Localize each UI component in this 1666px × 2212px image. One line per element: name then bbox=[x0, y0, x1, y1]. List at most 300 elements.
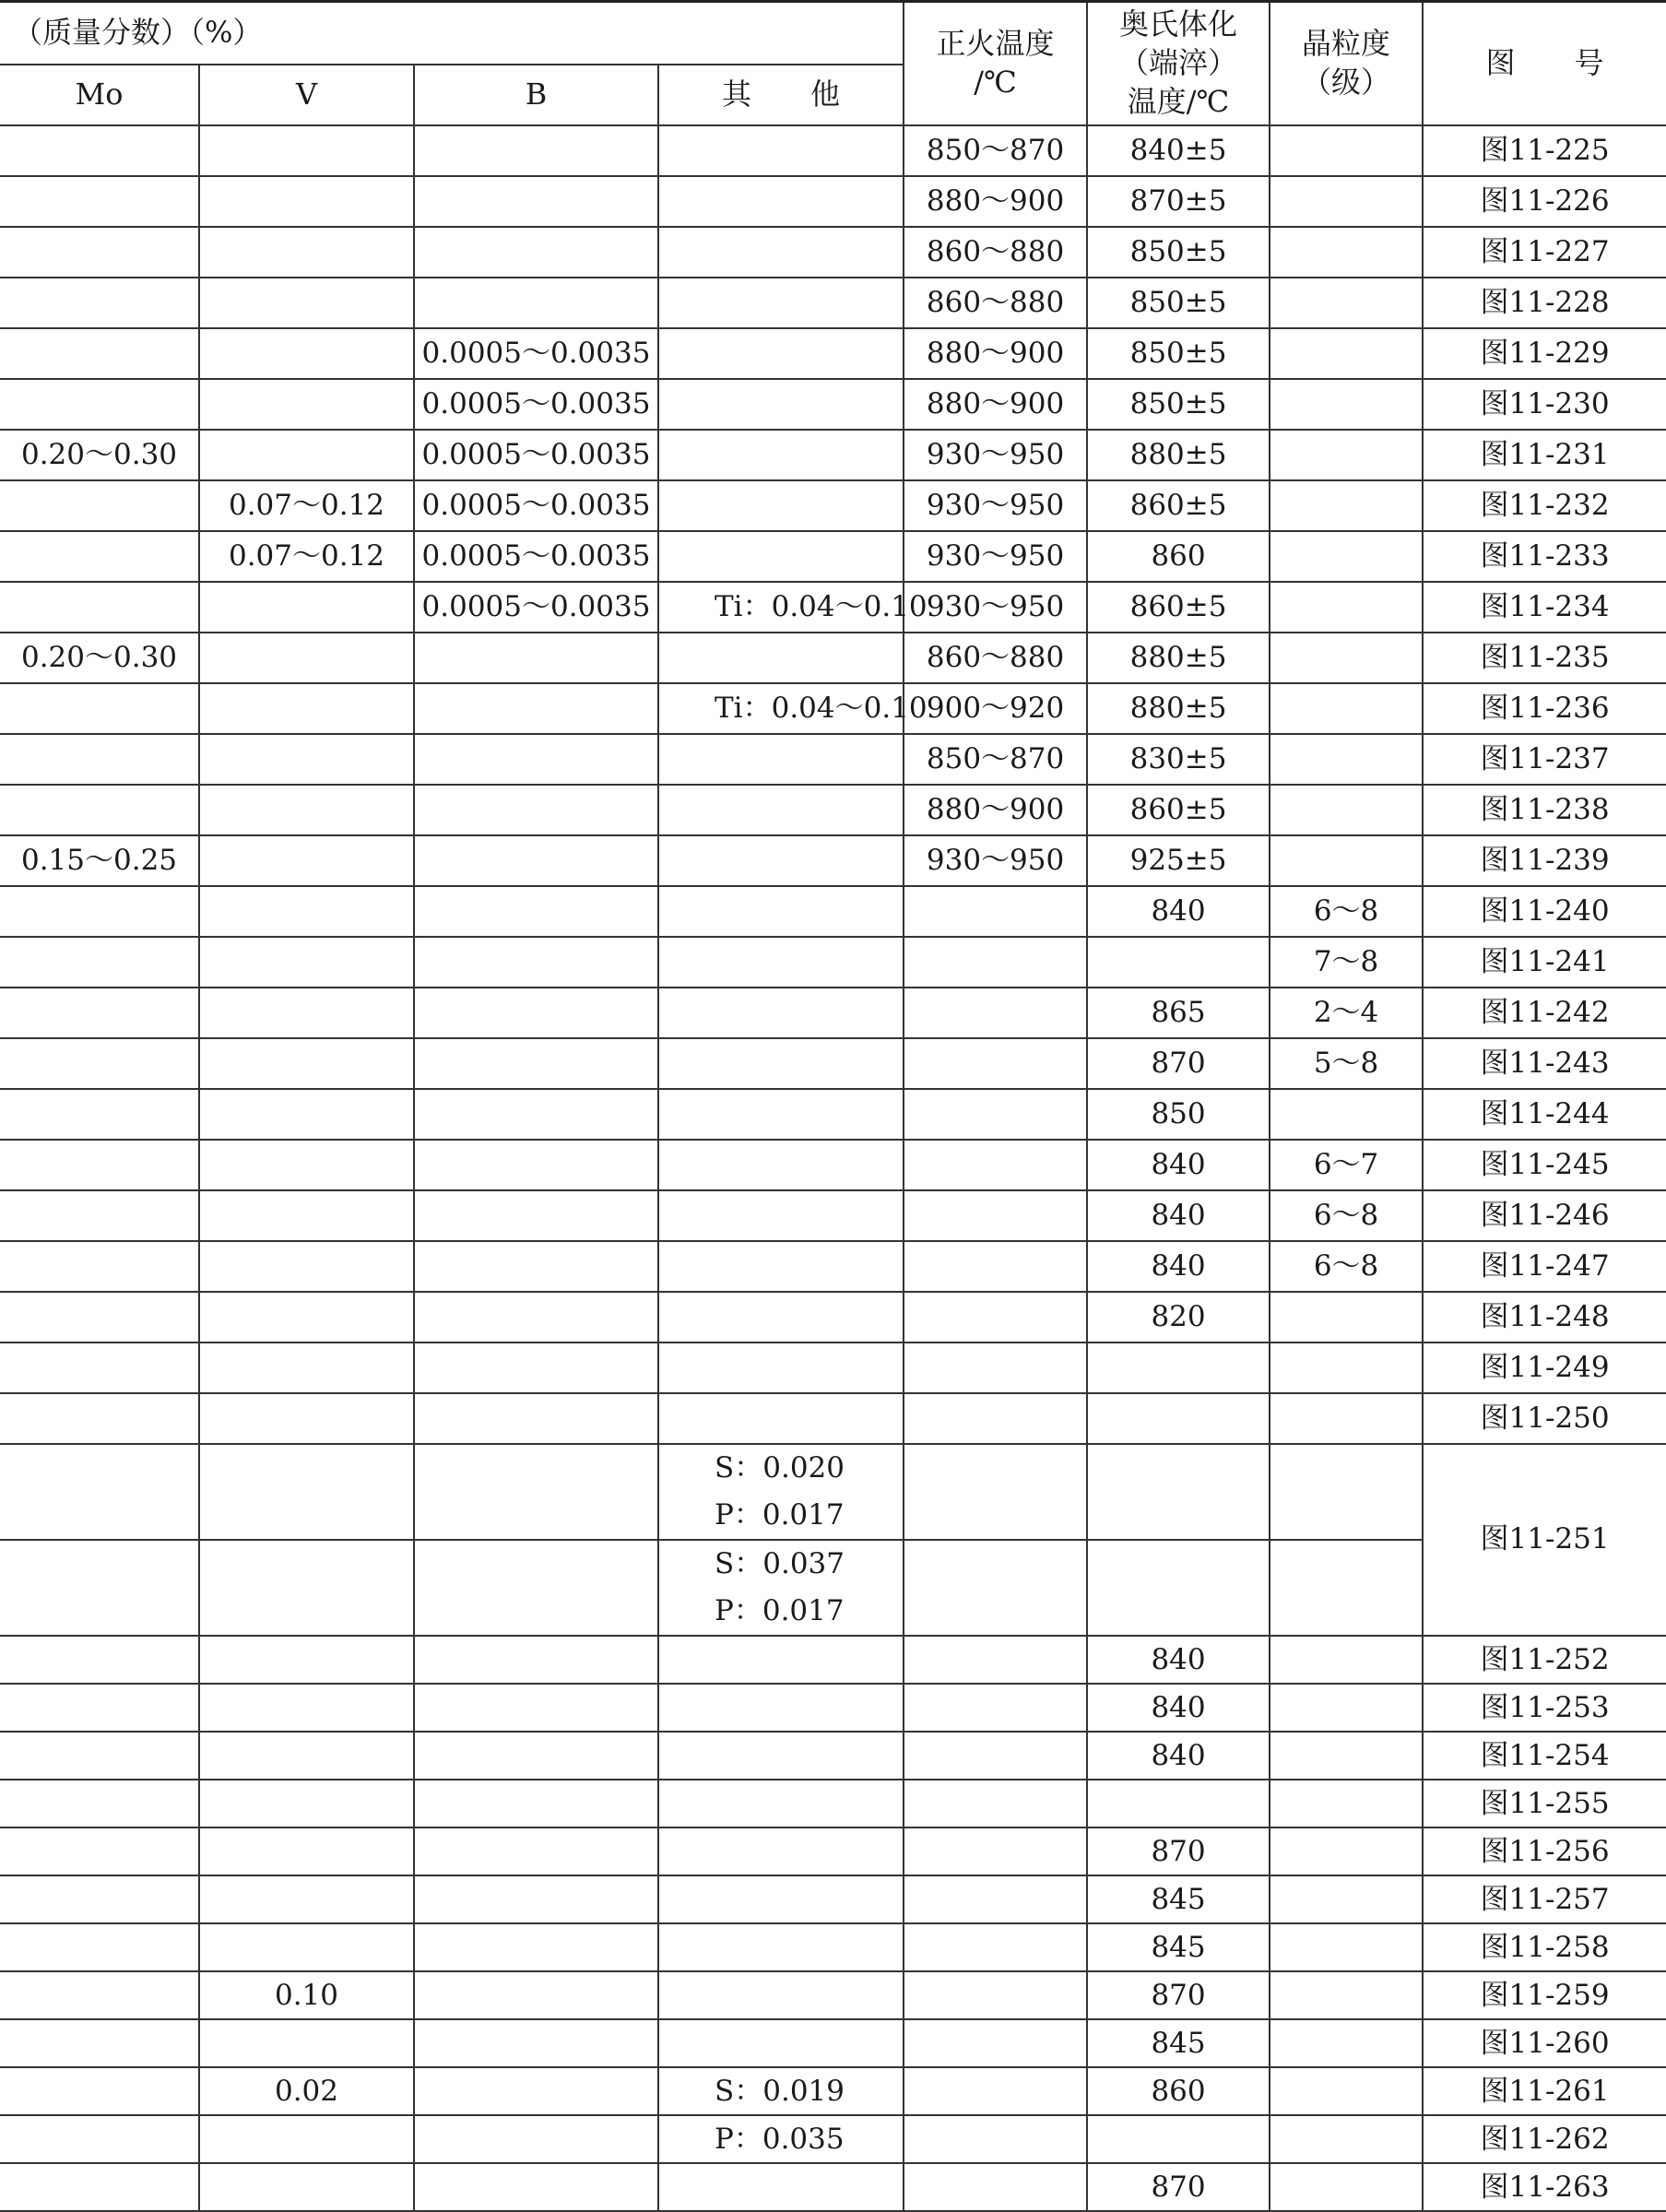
cell-b: 0.0005～0.0035 bbox=[414, 379, 658, 430]
cell-other bbox=[658, 1875, 904, 1923]
cell-normalizing bbox=[904, 1732, 1087, 1780]
cell-figure: 图11-231 bbox=[1423, 430, 1666, 480]
cell-austenitizing: 860 bbox=[1087, 2067, 1270, 2115]
cell-mo: 0.20～0.30 bbox=[0, 633, 199, 683]
header-row-1 bbox=[0, 2, 1666, 65]
cell-v bbox=[199, 2115, 414, 2163]
cell-b bbox=[414, 1971, 658, 2019]
cell-other bbox=[658, 937, 904, 988]
cell-v: 0.07～0.12 bbox=[199, 531, 414, 582]
cell-mo bbox=[0, 937, 199, 988]
cell-normalizing bbox=[904, 1971, 1087, 2019]
table-row bbox=[0, 683, 1666, 734]
cell-grain bbox=[1270, 1732, 1423, 1780]
grain-header-line2: （级） bbox=[1302, 64, 1391, 100]
austenitizing-temp-header bbox=[1087, 2, 1270, 125]
cell-other bbox=[658, 988, 904, 1038]
cell-other bbox=[658, 1190, 904, 1241]
cell-grain: 6～8 bbox=[1270, 886, 1423, 937]
cell-grain: 6～7 bbox=[1270, 1140, 1423, 1190]
table-row bbox=[0, 2019, 1666, 2067]
cell-austenitizing: 845 bbox=[1087, 1875, 1270, 1923]
cell-other-251a-line1: S：0.020 bbox=[715, 1450, 845, 1485]
cell-grain bbox=[1270, 379, 1423, 430]
cell-normalizing bbox=[904, 1089, 1087, 1140]
cell-b bbox=[414, 734, 658, 785]
cell-other-251b-line2: P：0.017 bbox=[715, 1593, 845, 1627]
cell-normalizing bbox=[904, 2019, 1087, 2067]
cell-other bbox=[658, 2163, 904, 2211]
cell-other bbox=[658, 430, 904, 480]
table-row bbox=[0, 2067, 1666, 2115]
b-header: B bbox=[414, 65, 658, 125]
cell-b bbox=[414, 886, 658, 937]
cell-grain bbox=[1270, 1393, 1423, 1444]
cell-normalizing bbox=[904, 886, 1087, 937]
cell-figure: 图11-259 bbox=[1423, 1971, 1666, 2019]
austenitizing-header-line2: （端淬） bbox=[1119, 44, 1238, 80]
cell-other bbox=[658, 1292, 904, 1343]
cell-figure: 图11-240 bbox=[1423, 886, 1666, 937]
cell-figure: 图11-226 bbox=[1423, 176, 1666, 227]
cell-other bbox=[658, 1923, 904, 1971]
cell-normalizing bbox=[904, 1393, 1087, 1444]
cell-grain: 2～4 bbox=[1270, 988, 1423, 1038]
cell-other bbox=[658, 1089, 904, 1140]
cell-figure: 图11-230 bbox=[1423, 379, 1666, 430]
cell-mo bbox=[0, 227, 199, 278]
cell-b bbox=[414, 1393, 658, 1444]
cell-other bbox=[658, 1684, 904, 1732]
cell-grain bbox=[1270, 125, 1423, 176]
cell-figure: 图11-248 bbox=[1423, 1292, 1666, 1343]
cell-normalizing: 930～950 bbox=[904, 480, 1087, 531]
cell-mo bbox=[0, 886, 199, 937]
cell-austenitizing: 840±5 bbox=[1087, 125, 1270, 176]
cell-austenitizing: 870±5 bbox=[1087, 176, 1270, 227]
cell-b bbox=[414, 278, 658, 328]
cell-v bbox=[199, 886, 414, 937]
table-row bbox=[0, 734, 1666, 785]
cell-austenitizing: 840 bbox=[1087, 1190, 1270, 1241]
cell-v: 0.02 bbox=[199, 2067, 414, 2115]
cell-other: P：0.035 bbox=[658, 2115, 904, 2163]
table-row bbox=[0, 835, 1666, 886]
cell-b: 0.0005～0.0035 bbox=[414, 480, 658, 531]
cell-austenitizing: 880±5 bbox=[1087, 633, 1270, 683]
table-row bbox=[0, 1923, 1666, 1971]
cell-b bbox=[414, 1732, 658, 1780]
table-row-251a bbox=[0, 1444, 1666, 1540]
cell-v bbox=[199, 1190, 414, 1241]
cell-figure: 图11-241 bbox=[1423, 937, 1666, 988]
cell-b bbox=[414, 1444, 658, 1540]
cell-mo bbox=[0, 1292, 199, 1343]
cell-grain bbox=[1270, 1828, 1423, 1875]
table-row bbox=[0, 937, 1666, 988]
cell-other bbox=[658, 1636, 904, 1684]
cell-figure: 图11-234 bbox=[1423, 582, 1666, 633]
cell-normalizing bbox=[904, 2163, 1087, 2211]
cell-grain bbox=[1270, 227, 1423, 278]
normalizing-header-line2: /℃ bbox=[974, 64, 1017, 100]
cell-figure: 图11-243 bbox=[1423, 1038, 1666, 1089]
cell-figure: 图11-263 bbox=[1423, 2163, 1666, 2211]
cell-v bbox=[199, 633, 414, 683]
cell-v bbox=[199, 1636, 414, 1684]
cell-mo bbox=[0, 379, 199, 430]
cell-figure: 图11-244 bbox=[1423, 1089, 1666, 1140]
cell-b bbox=[414, 785, 658, 835]
cell-austenitizing: 850±5 bbox=[1087, 328, 1270, 379]
cell-figure: 图11-227 bbox=[1423, 227, 1666, 278]
cell-normalizing: 860～880 bbox=[904, 227, 1087, 278]
cell-grain bbox=[1270, 2067, 1423, 2115]
cell-austenitizing: 860±5 bbox=[1087, 582, 1270, 633]
cell-normalizing bbox=[904, 1875, 1087, 1923]
cell-grain bbox=[1270, 2163, 1423, 2211]
cell-grain bbox=[1270, 582, 1423, 633]
cell-austenitizing: 850±5 bbox=[1087, 278, 1270, 328]
cell-v bbox=[199, 785, 414, 835]
cell-b bbox=[414, 1875, 658, 1923]
cell-grain bbox=[1270, 734, 1423, 785]
cell-other bbox=[658, 633, 904, 683]
cell-b bbox=[414, 1540, 658, 1636]
other-header: 其 他 bbox=[658, 65, 904, 125]
cell-b bbox=[414, 1343, 658, 1393]
cell-v bbox=[199, 1038, 414, 1089]
cell-b: 0.0005～0.0035 bbox=[414, 430, 658, 480]
cell-mo bbox=[0, 1444, 199, 1540]
cell-b: 0.0005～0.0035 bbox=[414, 582, 658, 633]
cell-normalizing: 880～900 bbox=[904, 328, 1087, 379]
cell-grain bbox=[1270, 1923, 1423, 1971]
cell-austenitizing bbox=[1087, 1393, 1270, 1444]
cell-b bbox=[414, 1089, 658, 1140]
cell-normalizing bbox=[904, 1343, 1087, 1393]
cell-grain bbox=[1270, 278, 1423, 328]
cell-b bbox=[414, 835, 658, 886]
cell-normalizing bbox=[904, 1540, 1087, 1636]
cell-b bbox=[414, 1923, 658, 1971]
cell-other bbox=[658, 1038, 904, 1089]
cell-v bbox=[199, 328, 414, 379]
table-row bbox=[0, 633, 1666, 683]
cell-mo bbox=[0, 1971, 199, 2019]
cell-figure: 图11-256 bbox=[1423, 1828, 1666, 1875]
cell-grain bbox=[1270, 1089, 1423, 1140]
cell-b bbox=[414, 1292, 658, 1343]
cell-normalizing bbox=[904, 2115, 1087, 2163]
cell-other-251b-line1: S：0.037 bbox=[715, 1546, 845, 1580]
cell-normalizing bbox=[904, 1140, 1087, 1190]
cell-b bbox=[414, 2163, 658, 2211]
cell-normalizing bbox=[904, 1636, 1087, 1684]
cell-austenitizing: 845 bbox=[1087, 1923, 1270, 1971]
cell-v bbox=[199, 1684, 414, 1732]
cell-normalizing: 880～900 bbox=[904, 379, 1087, 430]
cell-normalizing bbox=[904, 1241, 1087, 1292]
cell-mo bbox=[0, 1140, 199, 1190]
cell-austenitizing: 840 bbox=[1087, 1140, 1270, 1190]
cell-grain bbox=[1270, 785, 1423, 835]
cell-grain bbox=[1270, 2019, 1423, 2067]
cell-figure: 图11-260 bbox=[1423, 2019, 1666, 2067]
cell-mo bbox=[0, 1684, 199, 1732]
grain-size-header bbox=[1270, 2, 1423, 125]
cell-v bbox=[199, 1343, 414, 1393]
cell-normalizing: 850～870 bbox=[904, 734, 1087, 785]
cell-other bbox=[658, 1780, 904, 1828]
cell-mo bbox=[0, 1780, 199, 1828]
cell-v bbox=[199, 835, 414, 886]
cell-austenitizing: 850 bbox=[1087, 1089, 1270, 1140]
cell-mo bbox=[0, 1732, 199, 1780]
cell-b: 0.0005～0.0035 bbox=[414, 328, 658, 379]
table-row bbox=[0, 1636, 1666, 1684]
cell-austenitizing bbox=[1087, 937, 1270, 988]
table-row bbox=[0, 1292, 1666, 1343]
cell-b bbox=[414, 1241, 658, 1292]
cell-austenitizing: 925±5 bbox=[1087, 835, 1270, 886]
cell-austenitizing: 860 bbox=[1087, 531, 1270, 582]
table-row bbox=[0, 785, 1666, 835]
austenitizing-header-line1: 奥氏体化 bbox=[1119, 6, 1238, 42]
normalizing-header-line1: 正火温度 bbox=[936, 26, 1055, 62]
table-row bbox=[0, 1732, 1666, 1780]
cell-grain bbox=[1270, 1780, 1423, 1828]
cell-normalizing bbox=[904, 1923, 1087, 1971]
cell-austenitizing: 865 bbox=[1087, 988, 1270, 1038]
cell-figure: 图11-225 bbox=[1423, 125, 1666, 176]
cell-other: Ti：0.04～0.10 bbox=[658, 683, 904, 734]
cell-other bbox=[658, 1140, 904, 1190]
cell-other bbox=[658, 379, 904, 430]
cell-normalizing: 860～880 bbox=[904, 633, 1087, 683]
cell-b bbox=[414, 176, 658, 227]
normalizing-temp-header bbox=[904, 2, 1087, 125]
cell-mo bbox=[0, 2019, 199, 2067]
cell-mo bbox=[0, 531, 199, 582]
cell-grain bbox=[1270, 480, 1423, 531]
table-row bbox=[0, 227, 1666, 278]
cell-v bbox=[199, 683, 414, 734]
cell-figure: 图11-255 bbox=[1423, 1780, 1666, 1828]
table-row bbox=[0, 1875, 1666, 1923]
cell-v bbox=[199, 2019, 414, 2067]
mo-header: Mo bbox=[0, 65, 199, 125]
cell-other bbox=[658, 2019, 904, 2067]
cell-austenitizing: 850±5 bbox=[1087, 379, 1270, 430]
cell-grain bbox=[1270, 1971, 1423, 2019]
table-row bbox=[0, 531, 1666, 582]
table-row bbox=[0, 430, 1666, 480]
cell-mo bbox=[0, 480, 199, 531]
cell-normalizing bbox=[904, 1038, 1087, 1089]
table-row bbox=[0, 1971, 1666, 2019]
cell-grain bbox=[1270, 1444, 1423, 1540]
cell-b bbox=[414, 1190, 658, 1241]
cell-grain bbox=[1270, 1636, 1423, 1684]
cell-mo bbox=[0, 1241, 199, 1292]
cell-figure: 图11-258 bbox=[1423, 1923, 1666, 1971]
cell-normalizing bbox=[904, 1684, 1087, 1732]
cell-v bbox=[199, 582, 414, 633]
cell-austenitizing: 880±5 bbox=[1087, 430, 1270, 480]
cell-grain bbox=[1270, 1540, 1423, 1636]
cell-v bbox=[199, 1923, 414, 1971]
cell-austenitizing bbox=[1087, 1444, 1270, 1540]
cell-figure: 图11-249 bbox=[1423, 1343, 1666, 1393]
cell-austenitizing: 840 bbox=[1087, 1241, 1270, 1292]
cell-v bbox=[199, 1828, 414, 1875]
table-row bbox=[0, 328, 1666, 379]
cell-b bbox=[414, 937, 658, 988]
cell-other bbox=[658, 734, 904, 785]
grain-header-line1: 晶粒度 bbox=[1302, 26, 1391, 62]
cell-other bbox=[658, 531, 904, 582]
cell-figure: 图11-237 bbox=[1423, 734, 1666, 785]
cell-grain bbox=[1270, 176, 1423, 227]
cell-grain bbox=[1270, 1875, 1423, 1923]
cell-b bbox=[414, 2067, 658, 2115]
cell-mo bbox=[0, 1190, 199, 1241]
figure-number-header: 图 号 bbox=[1423, 2, 1666, 125]
cell-austenitizing: 830±5 bbox=[1087, 734, 1270, 785]
cell-grain bbox=[1270, 633, 1423, 683]
cell-mo bbox=[0, 2115, 199, 2163]
cell-figure: 图11-253 bbox=[1423, 1684, 1666, 1732]
cell-austenitizing: 870 bbox=[1087, 1971, 1270, 2019]
cell-austenitizing: 840 bbox=[1087, 1636, 1270, 1684]
cell-figure: 图11-257 bbox=[1423, 1875, 1666, 1923]
cell-other bbox=[658, 1828, 904, 1875]
table-row bbox=[0, 125, 1666, 176]
cell-normalizing: 860～880 bbox=[904, 278, 1087, 328]
cell-v bbox=[199, 2163, 414, 2211]
cell-austenitizing: 840 bbox=[1087, 1732, 1270, 1780]
cell-other bbox=[658, 835, 904, 886]
cell-figure: 图11-229 bbox=[1423, 328, 1666, 379]
cell-austenitizing: 860±5 bbox=[1087, 480, 1270, 531]
cell-figure: 图11-252 bbox=[1423, 1636, 1666, 1684]
cell-austenitizing: 860±5 bbox=[1087, 785, 1270, 835]
cell-grain: 6～8 bbox=[1270, 1241, 1423, 1292]
cell-v bbox=[199, 1241, 414, 1292]
cell-grain bbox=[1270, 531, 1423, 582]
table-row bbox=[0, 1780, 1666, 1828]
cell-austenitizing: 880±5 bbox=[1087, 683, 1270, 734]
cell-b bbox=[414, 683, 658, 734]
cell-other bbox=[658, 176, 904, 227]
cell-mo bbox=[0, 734, 199, 785]
cell-mo bbox=[0, 988, 199, 1038]
cell-v bbox=[199, 1875, 414, 1923]
cell-b bbox=[414, 2115, 658, 2163]
cell-b bbox=[414, 1828, 658, 1875]
cell-austenitizing bbox=[1087, 1540, 1270, 1636]
table-row bbox=[0, 176, 1666, 227]
table-row bbox=[0, 379, 1666, 430]
cell-mo: 0.20～0.30 bbox=[0, 430, 199, 480]
v-header: V bbox=[199, 65, 414, 125]
table-row bbox=[0, 1038, 1666, 1089]
cell-figure: 图11-245 bbox=[1423, 1140, 1666, 1190]
cell-austenitizing bbox=[1087, 1343, 1270, 1393]
cell-v bbox=[199, 430, 414, 480]
cell-other bbox=[658, 886, 904, 937]
cell-mo: 0.15～0.25 bbox=[0, 835, 199, 886]
cell-b bbox=[414, 1636, 658, 1684]
cell-figure: 图11-262 bbox=[1423, 2115, 1666, 2163]
cell-normalizing: 930～950 bbox=[904, 430, 1087, 480]
cell-v: 0.07～0.12 bbox=[199, 480, 414, 531]
cell-b bbox=[414, 988, 658, 1038]
composition-group-header: （质量分数）（%） bbox=[0, 2, 904, 65]
cell-grain: 7～8 bbox=[1270, 937, 1423, 988]
cell-b bbox=[414, 227, 658, 278]
cell-grain: 6～8 bbox=[1270, 1190, 1423, 1241]
cell-austenitizing bbox=[1087, 1780, 1270, 1828]
cell-figure: 图11-242 bbox=[1423, 988, 1666, 1038]
cell-b bbox=[414, 2019, 658, 2067]
cell-v bbox=[199, 1292, 414, 1343]
cell-figure: 图11-236 bbox=[1423, 683, 1666, 734]
cell-normalizing: 900～920 bbox=[904, 683, 1087, 734]
table-row bbox=[0, 1089, 1666, 1140]
cell-mo bbox=[0, 125, 199, 176]
cell-grain bbox=[1270, 2115, 1423, 2163]
cell-normalizing: 930～950 bbox=[904, 582, 1087, 633]
table-row bbox=[0, 988, 1666, 1038]
table-row bbox=[0, 2163, 1666, 2211]
cell-v bbox=[199, 1540, 414, 1636]
table-row bbox=[0, 1241, 1666, 1292]
table-row bbox=[0, 1343, 1666, 1393]
cell-grain: 5～8 bbox=[1270, 1038, 1423, 1089]
cell-normalizing bbox=[904, 1828, 1087, 1875]
cell-normalizing bbox=[904, 1292, 1087, 1343]
cell-austenitizing: 840 bbox=[1087, 1684, 1270, 1732]
cell-v: 0.10 bbox=[199, 1971, 414, 2019]
cell-v bbox=[199, 125, 414, 176]
cell-mo bbox=[0, 1393, 199, 1444]
cell-normalizing bbox=[904, 988, 1087, 1038]
cell-other: Ti：0.04～0.10 bbox=[658, 582, 904, 633]
cell-b bbox=[414, 633, 658, 683]
cell-austenitizing: 820 bbox=[1087, 1292, 1270, 1343]
cell-other-251a bbox=[658, 1444, 904, 1540]
cell-austenitizing: 850±5 bbox=[1087, 227, 1270, 278]
table-row bbox=[0, 1684, 1666, 1732]
cell-grain bbox=[1270, 835, 1423, 886]
cell-normalizing: 930～950 bbox=[904, 531, 1087, 582]
cell-mo bbox=[0, 278, 199, 328]
cell-austenitizing: 870 bbox=[1087, 2163, 1270, 2211]
cell-figure: 图11-228 bbox=[1423, 278, 1666, 328]
cell-austenitizing: 870 bbox=[1087, 1038, 1270, 1089]
cell-b bbox=[414, 1140, 658, 1190]
cell-figure: 图11-239 bbox=[1423, 835, 1666, 886]
cell-v bbox=[199, 1140, 414, 1190]
cell-mo bbox=[0, 1828, 199, 1875]
cell-normalizing: 880～900 bbox=[904, 785, 1087, 835]
cell-austenitizing: 845 bbox=[1087, 2019, 1270, 2067]
cell-mo bbox=[0, 1343, 199, 1393]
cell-grain bbox=[1270, 1292, 1423, 1343]
cell-mo bbox=[0, 1875, 199, 1923]
